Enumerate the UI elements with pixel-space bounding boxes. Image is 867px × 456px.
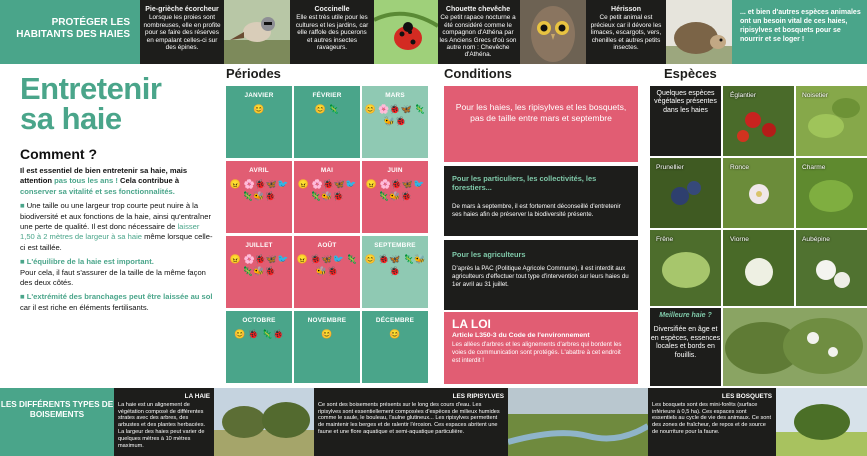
month-name: DÉCEMBRE [375, 317, 415, 324]
month-1 [226, 86, 292, 158]
card-chouette [438, 0, 586, 64]
condition-general: Pour les haies, les ripisylves et les bosquets, pas de taille entre mars et septembre [444, 86, 638, 162]
month-3 [362, 86, 428, 158]
month-icons: 😊 🐞 🦎🐞 [234, 329, 284, 339]
month-icons: 😊 [253, 104, 265, 114]
species-label: Noisetier [802, 92, 829, 99]
species-label: Églantier [730, 92, 757, 99]
month-8 [294, 236, 360, 308]
month-10 [226, 311, 292, 383]
card-title: Chouette chevêche [445, 6, 511, 13]
hedgehog-photo [666, 0, 732, 64]
bosquet-photo [776, 388, 867, 456]
card-coccinelle [290, 0, 438, 64]
condition-particuliers: Pour les particuliers, les collectivités, les forestiers... De mars à septembre, il est fortement déconseillé d'entretenir ses haies afin de préserver la biodiversité présente. [444, 166, 638, 236]
month-name: NOVEMBRE [307, 317, 347, 324]
owl-photo [520, 0, 586, 64]
month-name: JUIN [387, 167, 403, 174]
species-label: Aubépine [802, 236, 830, 243]
month-icons: 😊 🐞🦋 🦎🐝🐞 [364, 254, 426, 276]
month-6 [362, 161, 428, 233]
periods-title: Périodes [226, 66, 281, 81]
comment-heading: Comment ? [20, 146, 97, 162]
month-icons: 😠 🌸🐞🦋🐦 🦎🐝🐞 [365, 179, 425, 201]
month-icons: 😠 🌸🐞🦋🐦 🦎🐝🐞 [297, 179, 357, 201]
intro-section [0, 64, 222, 386]
month-2 [294, 86, 360, 158]
month-icons: 😊 🌸🐞🦋 🦎🐝🐞 [364, 104, 426, 126]
hedge-photo [723, 308, 867, 386]
species-intro: Quelques espèces végétales présentes dans les haies [650, 86, 721, 156]
month-name: JUILLET [245, 242, 273, 249]
month-name: MAI [320, 167, 334, 174]
month-4 [226, 161, 292, 233]
bottom-title: LES DIFFÉRENTS TYPES DE BOISEMENTS [0, 388, 114, 456]
month-name: SEPTEMBRE [374, 242, 416, 249]
intro-paragraph-3: ■ L'équilibre de la haie est important. Pour cela, il faut s'assurer de la taille de la même façon des deux côtés. [20, 257, 206, 288]
month-name: MARS [385, 92, 405, 99]
top-title: PROTÉGER LES HABITANTS DES HAIES [0, 0, 140, 64]
card-title: Pie-grièche écorcheur [145, 6, 219, 13]
ladybug-photo [374, 0, 438, 64]
condition-agriculteurs: Pour les agriculteurs D'après la PAC (Politique Agricole Commune), il est interdit aux agriculteurs d'effectuer tout type d'intervention sur leurs haies du 1er avril au 31 juillet. [444, 240, 638, 310]
page-title: Entretenir sa haie [20, 71, 162, 136]
haie-description: LA HAIE La haie est un alignement de végétation composé de différentes strates avec des arbres, des arbustes et des plantes herbacées. La largeur des haies peut varier de quelques mètres à 10 mètres maximum. [118, 393, 210, 449]
month-icons: 😠 🌸🐞🦋🐦 🦎🐝🐞 [229, 254, 289, 276]
month-icons: 😠 🌸🐞🦋🐦 🦎🐝🐞 [229, 179, 289, 201]
intro-paragraph-2: ■ Une taille ou une largeur trop courte peut nuire à la biodiversité et aux fonctions de la haie, ainsi qu'entraîner une perte de qualité. Il est donc nécessaire de laisser 1,50 à 2 mètres de largeur à sa haie même lorsque celle-ci est taillée. [20, 201, 213, 252]
month-icons: 😊 [389, 329, 401, 339]
haie-photo [214, 388, 314, 456]
ripisylve-photo [508, 388, 648, 456]
card-text: Lorsque les proies sont nombreuses, elle en profite pour se faire des réserves en empalant celles-ci sur des épines. [143, 14, 221, 52]
month-12 [362, 311, 428, 383]
species-label: Charme [802, 164, 826, 171]
month-name: OCTOBRE [242, 317, 276, 324]
species-grid [650, 86, 867, 386]
meilleure-haie-box: Meilleure haie ? Diversifiée en âge et en espèces, essences locales et bords en fouillis. [650, 308, 721, 386]
bosquets-description: LES BOSQUETS Les bosquets sont des mini-forêts (surface inférieure à 0,5 ha). Ces espaces sont essentiels au cycle de vie des animaux. Ce sont des zones de fraîcheur, de repos et de source de nourriture pour la faune. [652, 393, 772, 435]
month-name: JANVIER [244, 92, 274, 99]
species-title: Espèces [664, 66, 717, 81]
card-title: Coccinelle [314, 6, 350, 13]
species-label: Frêne [656, 236, 674, 243]
month-11 [294, 311, 360, 383]
month-icons: 😊 [321, 329, 333, 339]
card-text: Ce petit rapace nocturne a été considéré comme le compagnon d'Athéna par les Anciens Grecs d'où son autre nom : Chevêche d'Athéna. [439, 14, 517, 59]
card-text: Ce petit animal est précieux car il dévore les limaces, escargots, vers, chenilles et autres petits insectes. [590, 14, 662, 52]
month-7 [226, 236, 292, 308]
conditions-title: Conditions [444, 66, 512, 81]
intro-paragraph-4: ■ L'extrémité des branchages peut être laissée au sol car il est riche en éléments fertilisants. [20, 292, 213, 312]
month-icons: 😠 🐞🦋🐦 🦎🐝🐞 [296, 254, 358, 276]
month-5 [294, 161, 360, 233]
month-9 [362, 236, 428, 308]
top-extra-note: ... et bien d'autres espèces animales ont un besoin vital de ces haies, ripisylves et bosquets pour se nourrir et se loger ! [732, 0, 867, 64]
intro-paragraph-1: Il est essentiel de bien entretenir sa haie, mais attention pas tous les ans ! Cela contribue à conserver sa vitalité et ses fonctionnalités. [20, 166, 188, 196]
month-icons: 😊 🦎 [314, 104, 340, 114]
card-title: Hérisson [611, 6, 641, 13]
month-name: AVRIL [249, 167, 269, 174]
ripisylves-description: LES RIPISYLVES Ce sont des boisements présents sur le long des cours d'eau. Les ripisylves sont essentiellement composées d'espèces de milieux humides comme le saule, le bouleau, l'aulne glutineux... Les ripisylves permettent de maintenir les berges et de ralentir l'érosion. Ces espaces abritent une faune et une flore aquatique et semi-aquatique particulière. [318, 393, 504, 435]
card-herisson [586, 0, 732, 64]
shrike-photo [224, 0, 290, 64]
species-label: Viorne [730, 236, 749, 243]
card-text: Elle est très utile pour les cultures et les jardins, car elle raffole des pucerons et autres insectes ravageurs. [295, 14, 369, 52]
card-pie-grieche [140, 0, 290, 64]
month-name: AOÛT [317, 242, 337, 249]
species-label: Ronce [730, 164, 750, 171]
condition-loi: LA LOI Article L350-3 du Code de l'environnement Les allées d'arbres et les alignements d'arbres qui bordent les voies de communication sont protégés. L'abattre à cet endroit est interdit ! [444, 312, 638, 384]
month-name: FÉVRIER [312, 92, 342, 99]
species-label: Prunellier [656, 164, 684, 171]
